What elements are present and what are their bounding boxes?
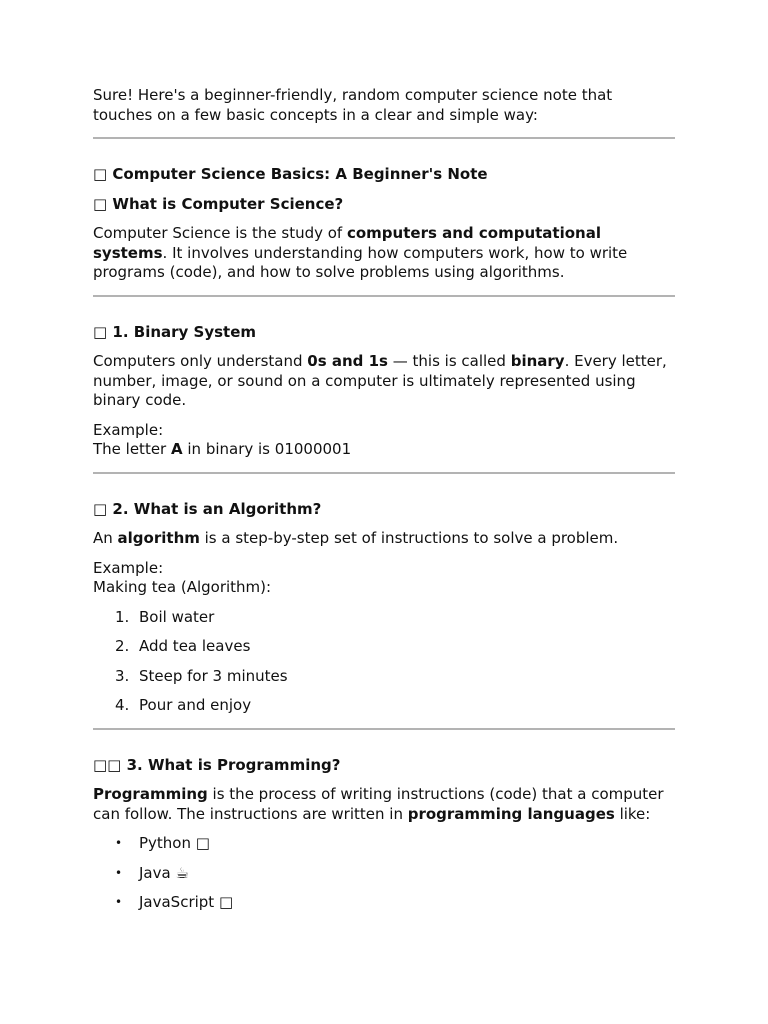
list-item-text: Steep for 3 minutes — [139, 666, 288, 685]
list-item-text: JavaScript — [139, 893, 219, 911]
example-label: Example: — [93, 420, 164, 439]
list-item-text: Python — [139, 834, 196, 852]
section-heading-binary — [93, 323, 675, 343]
bullet-icon: • — [115, 865, 123, 880]
algorithm-paragraph — [93, 529, 675, 549]
bold-text: programming languages — [407, 804, 615, 823]
bold-text: Programming — [93, 785, 208, 803]
book-icon: □ — [93, 165, 108, 183]
intro-paragraph: Sure! Here's a beginner-friendly, random computer science note that touches on a few basic concepts in a clear and simple way: — [93, 86, 613, 124]
section-heading-algorithm — [93, 500, 675, 520]
section-heading-programming — [93, 756, 675, 776]
text-run: . Every letter, number, image, or sound on a computer is ultimately represented using binary code. — [93, 352, 667, 409]
text-run: An — [93, 529, 118, 547]
list-number: 4. — [115, 696, 130, 714]
list-item-text: Pour and enjoy — [139, 696, 252, 714]
list-item — [93, 696, 675, 716]
bold-text: algorithm — [117, 529, 200, 547]
list-item — [93, 834, 675, 854]
text-run: is the process of writing instructions (code) that a computer can follow. The instructions are written in — [93, 785, 664, 823]
algorithm-steps-list — [93, 608, 675, 716]
laptop-icon: □□ — [93, 755, 122, 774]
text-run: . It involves understanding how computers work, how to write programs (code), and how to solve problems using algorithms. — [93, 243, 628, 281]
divider — [93, 728, 675, 730]
divider — [93, 137, 675, 139]
list-item — [93, 637, 675, 657]
programming-paragraph — [93, 785, 675, 824]
text-run: Computer Science is the study of — [93, 224, 347, 242]
bold-text: computers and computational systems — [93, 224, 601, 262]
text-run: in binary is 01000001 — [182, 440, 352, 458]
list-item — [93, 893, 675, 913]
what-is-cs-paragraph — [93, 224, 675, 283]
bold-text: A — [171, 440, 183, 458]
example-label: Example: — [93, 558, 164, 577]
document — [93, 86, 675, 913]
list-item — [93, 864, 675, 884]
text-run: — this is called — [387, 352, 511, 370]
list-number: 2. — [115, 637, 130, 655]
binary-paragraph — [93, 352, 675, 411]
list-item — [93, 608, 675, 628]
gear-icon: □ — [93, 499, 108, 518]
section-heading-text: 1. Binary System — [112, 322, 257, 341]
section-heading-what-is-cs — [93, 195, 675, 215]
document-title — [93, 165, 675, 185]
document-title-text: Computer Science Basics: A Beginner's Note — [112, 165, 488, 183]
bold-text: 0s and 1s — [307, 352, 388, 370]
list-item — [93, 667, 675, 687]
example-subtitle: Making tea (Algorithm): — [93, 578, 272, 596]
algorithm-example — [93, 559, 675, 598]
list-item-text: Java — [139, 863, 176, 882]
section-heading-text: 2. What is an Algorithm? — [112, 499, 322, 518]
divider — [93, 472, 675, 474]
text-run: The letter — [93, 440, 171, 458]
section-heading-text: 3. What is Programming? — [126, 755, 341, 774]
text-run: Computers only understand — [93, 352, 308, 370]
section-heading-text: What is Computer Science? — [112, 194, 344, 213]
binary-example — [93, 421, 675, 460]
text-run: like: — [614, 804, 651, 823]
bits-icon: □ — [93, 322, 108, 341]
list-number: 1. — [115, 607, 130, 626]
list-item-text: Add tea leaves — [139, 637, 251, 655]
bold-text: binary — [510, 352, 565, 370]
list-number: 3. — [115, 666, 130, 685]
languages-list — [93, 834, 675, 913]
bullet-icon: • — [115, 836, 123, 850]
text-run: is a step-by-step set of instructions to solve a problem. — [199, 529, 619, 547]
coffee-icon: ☕ — [175, 863, 189, 882]
snake-icon: □ — [195, 834, 210, 852]
divider — [93, 295, 675, 297]
globe-icon: □ — [218, 893, 234, 911]
computer-icon: □ — [93, 194, 108, 213]
bullet-icon: • — [115, 895, 123, 909]
list-item-text: Boil water — [139, 607, 215, 626]
